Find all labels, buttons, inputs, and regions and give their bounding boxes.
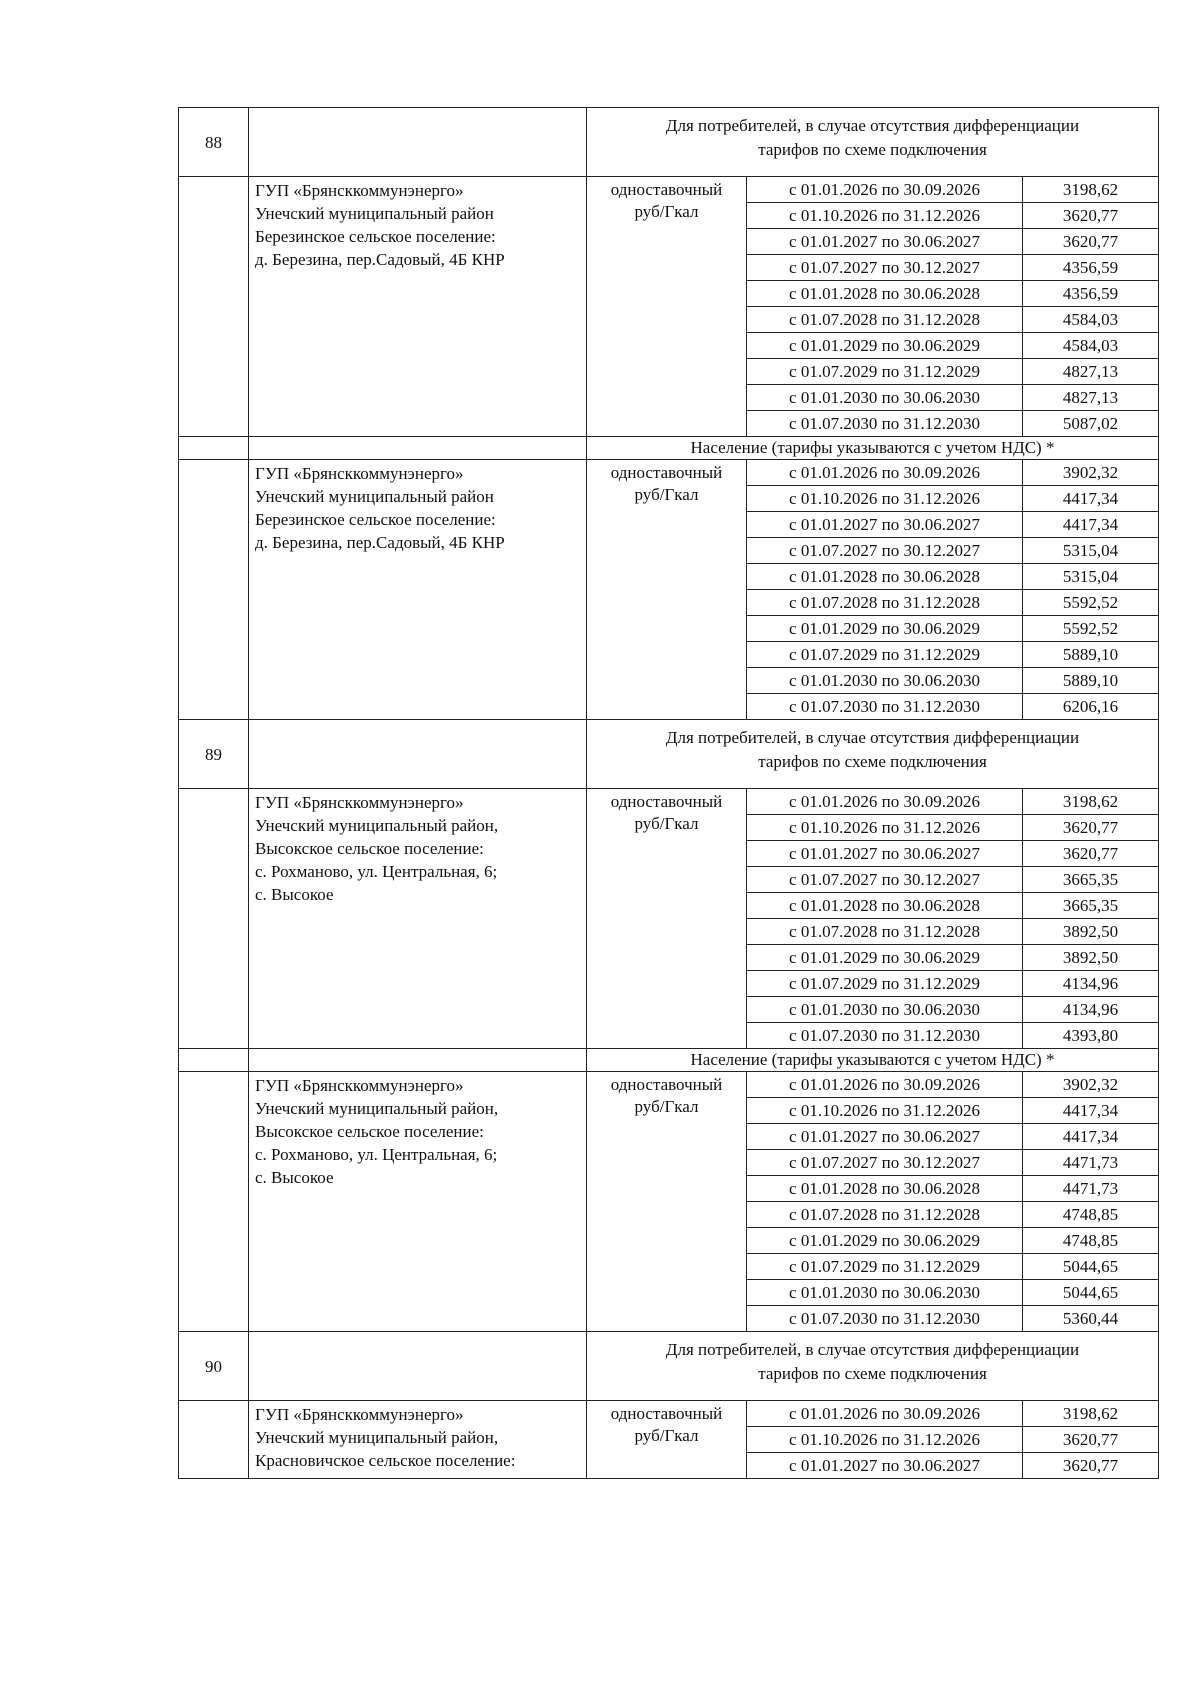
tariff-value-cell: 5315,04 xyxy=(1023,538,1159,564)
tariff-value-cell: 4471,73 xyxy=(1023,1150,1159,1176)
empty-cell xyxy=(179,177,249,437)
rate-type-line: одноставочный xyxy=(610,1075,723,1094)
tariff-value-cell: 5592,52 xyxy=(1023,590,1159,616)
organization-cell xyxy=(249,177,587,437)
item-number: 89 xyxy=(179,720,249,789)
consumer-category-line: Для потребителей, в случае отсутствия дифференциации xyxy=(665,1340,1080,1359)
period-cell: с 01.07.2029 по 31.12.2029 xyxy=(747,642,1023,668)
period-cell: с 01.07.2030 по 31.12.2030 xyxy=(747,411,1023,437)
period-cell: с 01.01.2030 по 30.06.2030 xyxy=(747,1280,1023,1306)
block-header-row xyxy=(179,108,1159,177)
rate-type-line: одноставочный xyxy=(610,180,723,199)
organization-line: с. Рохманово, ул. Центральная, 6; xyxy=(255,862,498,881)
tariff-value-cell: 3892,50 xyxy=(1023,945,1159,971)
period-cell: с 01.01.2026 по 30.09.2026 xyxy=(747,1072,1023,1098)
rate-type-line: руб/Гкал xyxy=(634,814,699,833)
tariff-value-cell: 3620,77 xyxy=(1023,1427,1159,1453)
rate-type-line: руб/Гкал xyxy=(634,1426,699,1445)
consumer-category-header xyxy=(587,1332,1159,1401)
organization-cell xyxy=(249,460,587,720)
period-cell: с 01.07.2029 по 31.12.2029 xyxy=(747,971,1023,997)
period-cell: с 01.10.2026 по 31.12.2026 xyxy=(747,815,1023,841)
tariff-value-cell: 5889,10 xyxy=(1023,668,1159,694)
rate-type-line: одноставочный xyxy=(610,463,723,482)
organization-line: д. Березина, пер.Садовый, 4Б КНР xyxy=(255,250,505,269)
tariff-value-cell: 3198,62 xyxy=(1023,789,1159,815)
tariff-value-cell: 3198,62 xyxy=(1023,1401,1159,1427)
population-header-row xyxy=(179,1049,1159,1072)
period-cell: с 01.07.2030 по 31.12.2030 xyxy=(747,694,1023,720)
organization-line: Красновичское сельское поселение: xyxy=(255,1451,516,1470)
period-cell: с 01.10.2026 по 31.12.2026 xyxy=(747,486,1023,512)
block-header-row xyxy=(179,1332,1159,1401)
period-cell: с 01.01.2029 по 30.06.2029 xyxy=(747,333,1023,359)
empty-cell xyxy=(249,108,587,177)
rate-type-line: руб/Гкал xyxy=(634,202,699,221)
tariff-row xyxy=(179,177,1159,203)
tariff-value-cell: 4584,03 xyxy=(1023,307,1159,333)
empty-cell xyxy=(249,437,587,460)
organization-line: Березинское сельское поселение: xyxy=(255,510,496,529)
organization-line: Унечский муниципальный район, xyxy=(255,1428,499,1447)
block-header-row xyxy=(179,720,1159,789)
period-cell: с 01.01.2029 по 30.06.2029 xyxy=(747,616,1023,642)
tariff-value-cell: 4393,80 xyxy=(1023,1023,1159,1049)
period-cell: с 01.01.2028 по 30.06.2028 xyxy=(747,564,1023,590)
rate-type-cell xyxy=(587,789,747,1049)
tariff-value-cell: 3620,77 xyxy=(1023,841,1159,867)
period-cell: с 01.07.2028 по 31.12.2028 xyxy=(747,1202,1023,1228)
period-cell: с 01.01.2030 по 30.06.2030 xyxy=(747,385,1023,411)
tariff-value-cell: 3902,32 xyxy=(1023,460,1159,486)
tariff-value-cell: 3665,35 xyxy=(1023,867,1159,893)
tariff-value-cell: 4748,85 xyxy=(1023,1202,1159,1228)
period-cell: с 01.07.2030 по 31.12.2030 xyxy=(747,1306,1023,1332)
period-cell: с 01.01.2028 по 30.06.2028 xyxy=(747,281,1023,307)
tariff-value-cell: 3665,35 xyxy=(1023,893,1159,919)
period-cell: с 01.07.2027 по 30.12.2027 xyxy=(747,538,1023,564)
tariff-value-cell: 4471,73 xyxy=(1023,1176,1159,1202)
period-cell: с 01.07.2029 по 31.12.2029 xyxy=(747,1254,1023,1280)
empty-cell xyxy=(179,1072,249,1332)
tariff-value-cell: 5315,04 xyxy=(1023,564,1159,590)
population-header-row xyxy=(179,437,1159,460)
consumer-category-header xyxy=(587,720,1159,789)
empty-cell xyxy=(249,1049,587,1072)
tariff-row xyxy=(179,789,1159,815)
organization-line: Унечский муниципальный район, xyxy=(255,816,499,835)
rate-type-cell xyxy=(587,177,747,437)
period-cell: с 01.07.2030 по 31.12.2030 xyxy=(747,1023,1023,1049)
tariff-value-cell: 5360,44 xyxy=(1023,1306,1159,1332)
tariff-value-cell: 4134,96 xyxy=(1023,971,1159,997)
consumer-category-line: тарифов по схеме подключения xyxy=(758,1364,987,1383)
period-cell: с 01.07.2027 по 30.12.2027 xyxy=(747,255,1023,281)
consumer-category-line: Для потребителей, в случае отсутствия дифференциации xyxy=(665,728,1080,747)
tariff-value-cell: 3198,62 xyxy=(1023,177,1159,203)
organization-line: ГУП «Брянсккоммунэнерго» xyxy=(255,793,464,812)
organization-line: Высокское сельское поселение: xyxy=(255,1122,484,1141)
period-cell: с 01.01.2030 по 30.06.2030 xyxy=(747,668,1023,694)
organization-line: с. Рохманово, ул. Центральная, 6; xyxy=(255,1145,498,1164)
organization-line: ГУП «Брянсккоммунэнерго» xyxy=(255,1405,464,1424)
period-cell: с 01.01.2030 по 30.06.2030 xyxy=(747,997,1023,1023)
organization-line: Высокское сельское поселение: xyxy=(255,839,484,858)
tariff-value-cell: 5592,52 xyxy=(1023,616,1159,642)
empty-cell xyxy=(249,1332,587,1401)
empty-cell xyxy=(179,437,249,460)
consumer-category-header xyxy=(587,108,1159,177)
rate-type-line: руб/Гкал xyxy=(634,1097,699,1116)
organization-line: Березинское сельское поселение: xyxy=(255,227,496,246)
tariff-value-cell: 4417,34 xyxy=(1023,1098,1159,1124)
tariff-row xyxy=(179,1072,1159,1098)
consumer-category-line: Для потребителей, в случае отсутствия дифференциации xyxy=(665,116,1080,135)
organization-line: Унечский муниципальный район xyxy=(255,487,494,506)
period-cell: с 01.01.2026 по 30.09.2026 xyxy=(747,789,1023,815)
rate-type-line: руб/Гкал xyxy=(634,485,699,504)
consumer-category-line: тарифов по схеме подключения xyxy=(758,140,987,159)
tariff-value-cell: 6206,16 xyxy=(1023,694,1159,720)
rate-type-cell xyxy=(587,1401,747,1479)
tariff-value-cell: 4417,34 xyxy=(1023,512,1159,538)
tariff-value-cell: 4748,85 xyxy=(1023,1228,1159,1254)
rate-type-cell xyxy=(587,460,747,720)
tariff-value-cell: 5087,02 xyxy=(1023,411,1159,437)
tariff-value-cell: 5889,10 xyxy=(1023,642,1159,668)
organization-cell xyxy=(249,1401,587,1479)
tariff-value-cell: 3620,77 xyxy=(1023,815,1159,841)
period-cell: с 01.07.2028 по 31.12.2028 xyxy=(747,307,1023,333)
tariff-value-cell: 3620,77 xyxy=(1023,203,1159,229)
period-cell: с 01.01.2027 по 30.06.2027 xyxy=(747,1453,1023,1479)
period-cell: с 01.01.2026 по 30.09.2026 xyxy=(747,1401,1023,1427)
tariff-row xyxy=(179,1401,1159,1427)
tariff-value-cell: 3620,77 xyxy=(1023,1453,1159,1479)
tariff-value-cell: 5044,65 xyxy=(1023,1280,1159,1306)
organization-line: ГУП «Брянсккоммунэнерго» xyxy=(255,181,464,200)
organization-line: ГУП «Брянсккоммунэнерго» xyxy=(255,1076,464,1095)
item-number: 88 xyxy=(179,108,249,177)
rate-type-line: одноставочный xyxy=(610,792,723,811)
rate-type-cell xyxy=(587,1072,747,1332)
period-cell: с 01.07.2029 по 31.12.2029 xyxy=(747,359,1023,385)
period-cell: с 01.01.2028 по 30.06.2028 xyxy=(747,893,1023,919)
period-cell: с 01.01.2029 по 30.06.2029 xyxy=(747,945,1023,971)
period-cell: с 01.10.2026 по 31.12.2026 xyxy=(747,203,1023,229)
period-cell: с 01.01.2027 по 30.06.2027 xyxy=(747,229,1023,255)
organization-cell xyxy=(249,1072,587,1332)
tariff-value-cell: 4417,34 xyxy=(1023,486,1159,512)
empty-cell xyxy=(179,789,249,1049)
organization-line: д. Березина, пер.Садовый, 4Б КНР xyxy=(255,533,505,552)
period-cell: с 01.01.2027 по 30.06.2027 xyxy=(747,1124,1023,1150)
population-header: Население (тарифы указываются с учетом НДС) * xyxy=(587,1049,1159,1072)
population-header: Население (тарифы указываются с учетом НДС) * xyxy=(587,437,1159,460)
tariff-value-cell: 4356,59 xyxy=(1023,255,1159,281)
tariff-value-cell: 3902,32 xyxy=(1023,1072,1159,1098)
organization-cell xyxy=(249,789,587,1049)
tariff-value-cell: 4417,34 xyxy=(1023,1124,1159,1150)
period-cell: с 01.01.2026 по 30.09.2026 xyxy=(747,177,1023,203)
period-cell: с 01.01.2027 по 30.06.2027 xyxy=(747,512,1023,538)
organization-line: Унечский муниципальный район xyxy=(255,204,494,223)
tariff-value-cell: 4827,13 xyxy=(1023,385,1159,411)
organization-line: с. Высокое xyxy=(255,885,334,904)
empty-cell xyxy=(179,460,249,720)
period-cell: с 01.10.2026 по 31.12.2026 xyxy=(747,1427,1023,1453)
organization-line: Унечский муниципальный район, xyxy=(255,1099,499,1118)
period-cell: с 01.01.2028 по 30.06.2028 xyxy=(747,1176,1023,1202)
period-cell: с 01.07.2028 по 31.12.2028 xyxy=(747,590,1023,616)
empty-cell xyxy=(179,1401,249,1479)
rate-type-line: одноставочный xyxy=(610,1404,723,1423)
period-cell: с 01.07.2027 по 30.12.2027 xyxy=(747,867,1023,893)
tariff-value-cell: 3620,77 xyxy=(1023,229,1159,255)
consumer-category-line: тарифов по схеме подключения xyxy=(758,752,987,771)
tariff-value-cell: 4356,59 xyxy=(1023,281,1159,307)
period-cell: с 01.07.2027 по 30.12.2027 xyxy=(747,1150,1023,1176)
tariff-value-cell: 4827,13 xyxy=(1023,359,1159,385)
organization-line: ГУП «Брянсккоммунэнерго» xyxy=(255,464,464,483)
period-cell: с 01.01.2029 по 30.06.2029 xyxy=(747,1228,1023,1254)
item-number: 90 xyxy=(179,1332,249,1401)
organization-line: с. Высокое xyxy=(255,1168,334,1187)
period-cell: с 01.01.2026 по 30.09.2026 xyxy=(747,460,1023,486)
period-cell: с 01.07.2028 по 31.12.2028 xyxy=(747,919,1023,945)
tariff-value-cell: 4134,96 xyxy=(1023,997,1159,1023)
period-cell: с 01.01.2027 по 30.06.2027 xyxy=(747,841,1023,867)
tariff-table xyxy=(178,107,1159,1479)
tariff-row xyxy=(179,460,1159,486)
tariff-value-cell: 4584,03 xyxy=(1023,333,1159,359)
empty-cell xyxy=(179,1049,249,1072)
tariff-value-cell: 5044,65 xyxy=(1023,1254,1159,1280)
tariff-value-cell: 3892,50 xyxy=(1023,919,1159,945)
empty-cell xyxy=(249,720,587,789)
period-cell: с 01.10.2026 по 31.12.2026 xyxy=(747,1098,1023,1124)
